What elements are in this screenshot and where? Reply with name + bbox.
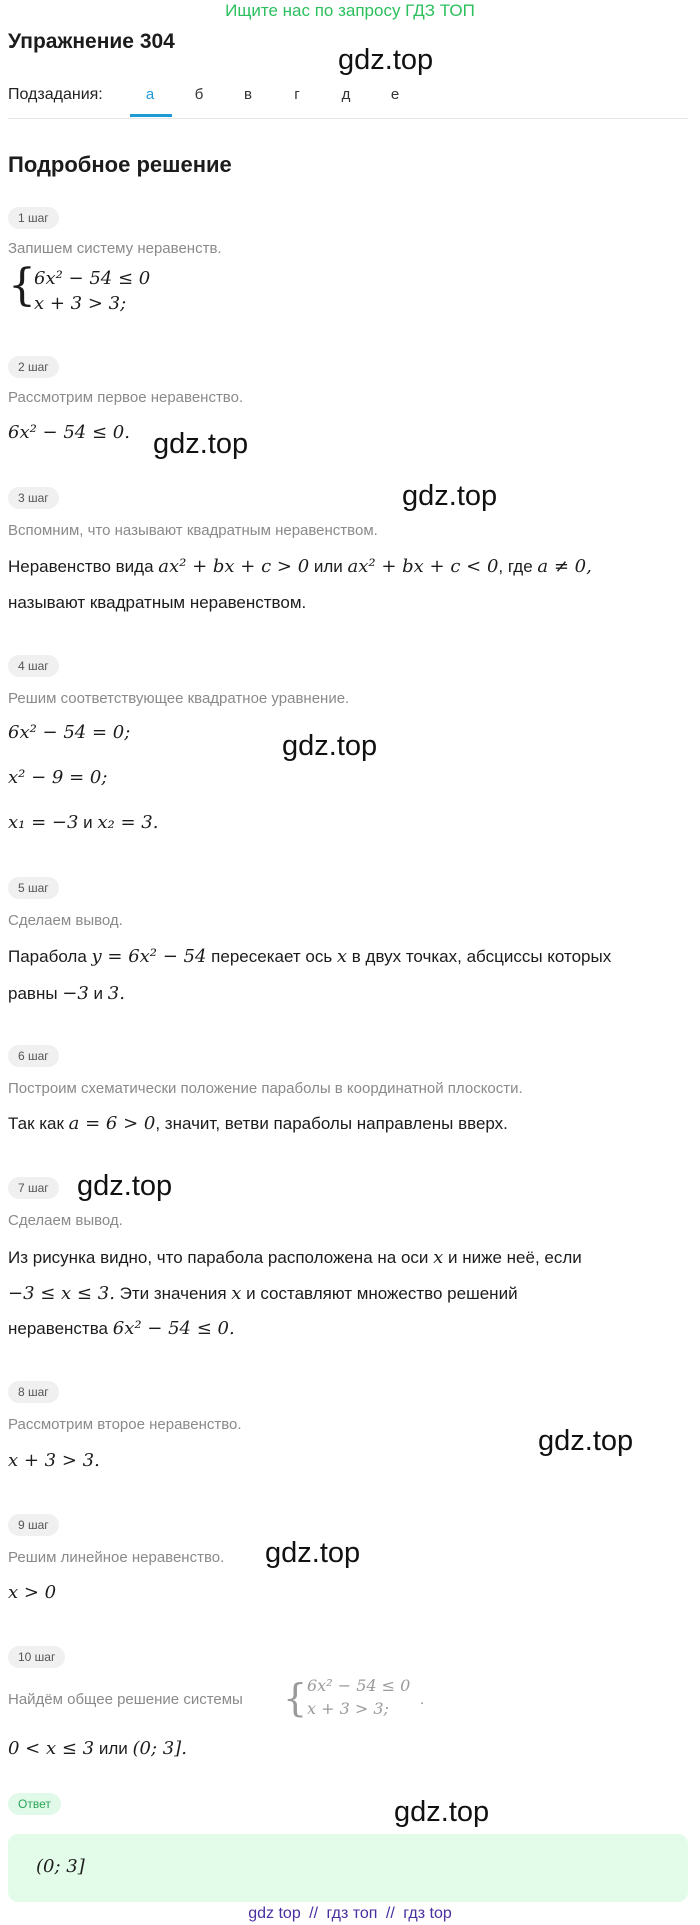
footer-link[interactable]: гдз топ	[326, 1905, 378, 1922]
watermark: gdz.top	[153, 428, 249, 460]
step-caption: Сделаем вывод.	[8, 1212, 123, 1229]
footer-separator: //	[309, 1905, 319, 1922]
step-caption: Построим схематически положение параболы в координатной плоскости.	[8, 1080, 523, 1097]
subtask-tab-g[interactable]: г	[294, 86, 300, 103]
math-expression: a ≠ 0,	[537, 556, 592, 577]
inline-system	[283, 1676, 413, 1726]
math-expression: x² − 9 = 0;	[8, 767, 108, 788]
system-brace: {	[283, 1676, 308, 1720]
text-line	[8, 556, 592, 577]
text-line	[8, 1738, 187, 1759]
math-expression: y = 6x² − 54	[91, 946, 207, 967]
footer-separator: //	[385, 1905, 395, 1922]
subtask-tab-e[interactable]: е	[390, 86, 400, 103]
promo-banner[interactable]: Ищите нас по запросу ГДЗ ТОП	[225, 1, 475, 20]
math-expression: 6x² − 54 ≤ 0.	[8, 422, 130, 443]
math-expression: x > 0	[8, 1582, 57, 1603]
solution-heading: Подробное решение	[8, 152, 232, 177]
watermark: gdz.top	[402, 480, 498, 512]
watermark: gdz.top	[394, 1796, 490, 1828]
system-brace: {	[8, 260, 36, 311]
step-badge: 9 шаг	[8, 1514, 59, 1536]
subtask-tab-b[interactable]: б	[194, 86, 204, 103]
answer-box	[8, 1834, 688, 1902]
step-caption: Сделаем вывод.	[8, 912, 123, 929]
step-caption: Рассмотрим первое неравенство.	[8, 389, 244, 406]
text-span: пересекает ось	[206, 947, 337, 966]
watermark: gdz.top	[338, 44, 434, 76]
text-span: Эти значения	[114, 1284, 232, 1303]
subtask-tab-a[interactable]: а	[145, 86, 155, 103]
math-expression: a = 6 > 0	[68, 1113, 156, 1134]
step-caption: Запишем систему неравенств.	[8, 240, 222, 257]
step-caption: Решим линейное неравенство.	[8, 1549, 225, 1566]
text-span: в двух точках, абсциссы которых	[347, 947, 612, 966]
text-span: и ниже неё, если	[443, 1248, 582, 1267]
watermark: gdz.top	[282, 730, 378, 762]
text-span: равны	[8, 984, 63, 1003]
footer-link[interactable]: гдз top	[403, 1905, 452, 1922]
math-expression: 0 < x ≤ 3	[8, 1738, 95, 1759]
footer-links	[0, 1902, 700, 1925]
text-line	[8, 812, 158, 833]
footer-link[interactable]: gdz top	[248, 1905, 301, 1922]
text-line: называют квадратным неравенством.	[8, 593, 307, 612]
watermark: gdz.top	[538, 1425, 634, 1457]
text-line	[8, 946, 611, 967]
math-expression: −3 ≤ x ≤ 3.	[8, 1283, 115, 1304]
text-span: или	[309, 557, 348, 576]
math-expression: x	[231, 1283, 242, 1304]
watermark: gdz.top	[265, 1537, 361, 1569]
text-span: Из рисунка видно, что парабола расположена на оси	[8, 1248, 434, 1267]
step-badge: 4 шаг	[8, 655, 59, 677]
caption-dot: .	[420, 1691, 425, 1708]
text-span: или	[94, 1739, 133, 1758]
text-line	[8, 983, 125, 1004]
text-line	[8, 1113, 508, 1134]
watermark: gdz.top	[77, 1170, 173, 1202]
text-span: , значит, ветви параболы направлены вверх.	[155, 1114, 508, 1133]
math-expression: x	[433, 1247, 444, 1268]
step-badge: 10 шаг	[8, 1646, 65, 1668]
text-span: Так как	[8, 1114, 69, 1133]
step-badge: 1 шаг	[8, 207, 59, 229]
subtask-tab-d[interactable]: д	[341, 86, 351, 103]
step-badge: 7 шаг	[8, 1177, 59, 1199]
system-line: 6x² − 54 ≤ 0	[34, 268, 151, 289]
system-line: 6x² − 54 ≤ 0	[307, 1676, 411, 1695]
text-span: Парабола	[8, 947, 92, 966]
step-badge: 8 шаг	[8, 1381, 59, 1403]
math-expression: x₁ = −3	[8, 812, 79, 833]
text-span: и	[78, 813, 98, 832]
math-expression: x	[336, 946, 348, 967]
page-title: Упражнение 304	[8, 30, 175, 53]
text-span: и составляют множество решений	[241, 1284, 518, 1303]
text-span: Неравенство вида	[8, 557, 159, 576]
math-expression: ax² + bx + c > 0	[158, 556, 310, 577]
active-tab-indicator	[130, 114, 172, 117]
math-expression: 3.	[107, 983, 125, 1004]
step-badge: 5 шаг	[8, 877, 59, 899]
math-expression: x₂ = 3.	[97, 812, 159, 833]
subtasks-bar	[8, 86, 688, 119]
text-line	[8, 1318, 235, 1339]
step-caption: Найдём общее решение системы	[8, 1691, 243, 1708]
math-expression: −3	[62, 983, 89, 1004]
system-line: x + 3 > 3;	[34, 293, 127, 314]
text-line	[8, 1247, 582, 1268]
math-expression: (0; 3].	[132, 1738, 187, 1759]
math-expression: ax² + bx + c < 0	[347, 556, 499, 577]
math-expression: 6x² − 54 = 0;	[8, 722, 131, 743]
subtasks-label: Подзадания:	[8, 86, 103, 103]
text-span: и	[88, 984, 108, 1003]
step-badge: 6 шаг	[8, 1045, 59, 1067]
answer-value: (0; 3]	[36, 1856, 85, 1877]
text-span: неравенства	[8, 1319, 113, 1338]
step-badge: 3 шаг	[8, 487, 59, 509]
answer-badge: Ответ	[8, 1793, 61, 1815]
text-line	[8, 1283, 518, 1304]
subtask-tab-v[interactable]: в	[244, 86, 252, 103]
step-caption: Вспомним, что называют квадратным неравенством.	[8, 522, 378, 539]
text-span: , где	[498, 557, 538, 576]
step-caption: Решим соответствующее квадратное уравнение.	[8, 690, 350, 707]
math-expression: x + 3 > 3.	[8, 1450, 100, 1471]
step-badge: 2 шаг	[8, 356, 59, 378]
system-line: x + 3 > 3;	[307, 1699, 389, 1718]
math-expression: 6x² − 54 ≤ 0.	[112, 1318, 235, 1339]
step-caption: Рассмотрим второе неравенство.	[8, 1416, 242, 1433]
